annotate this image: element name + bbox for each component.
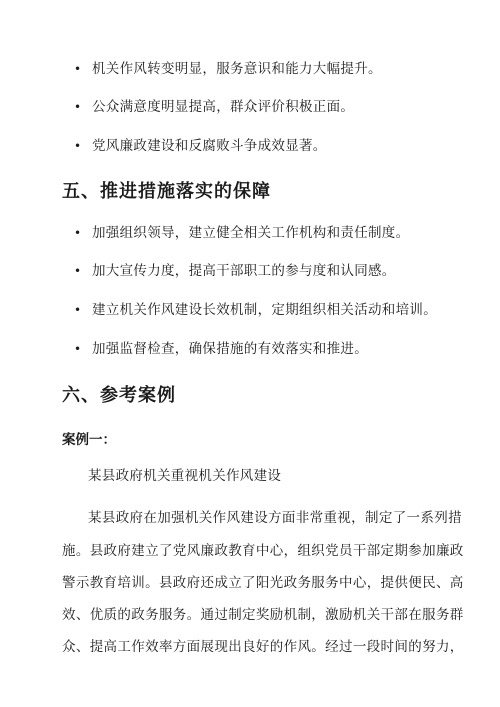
bullet-dot-icon: • xyxy=(74,62,82,76)
section-heading: 六、参考案例 xyxy=(62,385,176,406)
list-item-text: 公众满意度明显提高，群众评价积极正面。 xyxy=(92,99,355,115)
list-item-text: 建立机关作风建设长效机制，定期组织相关活动和培训。 xyxy=(92,302,437,318)
case-title: 某县政府机关重视机关作风建设 xyxy=(88,468,282,484)
paragraph-line: 施。县政府建立了党风廉政教育中心，组织党员干部定期参加廉政 xyxy=(62,543,464,559)
bullet-dot-icon: • xyxy=(74,139,82,153)
paragraph-line: 某县政府在加强机关作风建设方面非常重视，制定了一系列措 xyxy=(88,510,462,526)
list-item-text: 机关作风转变明显，服务意识和能力大幅提升。 xyxy=(92,61,382,77)
list-item-text: 党风廉政建设和反腐败斗争成效显著。 xyxy=(92,138,327,154)
list-item-text: 加强监督检查，确保措施的有效落实和推进。 xyxy=(92,341,368,357)
case-label: 案例一： xyxy=(62,432,116,448)
list-item-text: 加大宣传力度，提高干部职工的参与度和认同感。 xyxy=(92,263,396,279)
bullet-dot-icon: • xyxy=(74,342,82,356)
list-item-text: 加强组织领导，建立健全相关工作机构和责任制度。 xyxy=(92,225,410,241)
bullet-dot-icon: • xyxy=(74,264,82,278)
section-heading: 五、推进措施落实的保障 xyxy=(62,181,271,202)
bullet-dot-icon: • xyxy=(74,226,82,240)
paragraph-line: 效、优质的政务服务。通过制定奖励机制，激励机关干部在服务群 xyxy=(62,607,464,623)
bullet-dot-icon: • xyxy=(74,100,82,114)
paragraph-line: 警示教育培训。县政府还成立了阳光政务服务中心，提供便民、高 xyxy=(62,575,464,591)
paragraph-line: 众、提高工作效率方面展现出良好的作风。经过一段时间的努力， xyxy=(62,639,464,655)
bullet-dot-icon: • xyxy=(74,303,82,317)
